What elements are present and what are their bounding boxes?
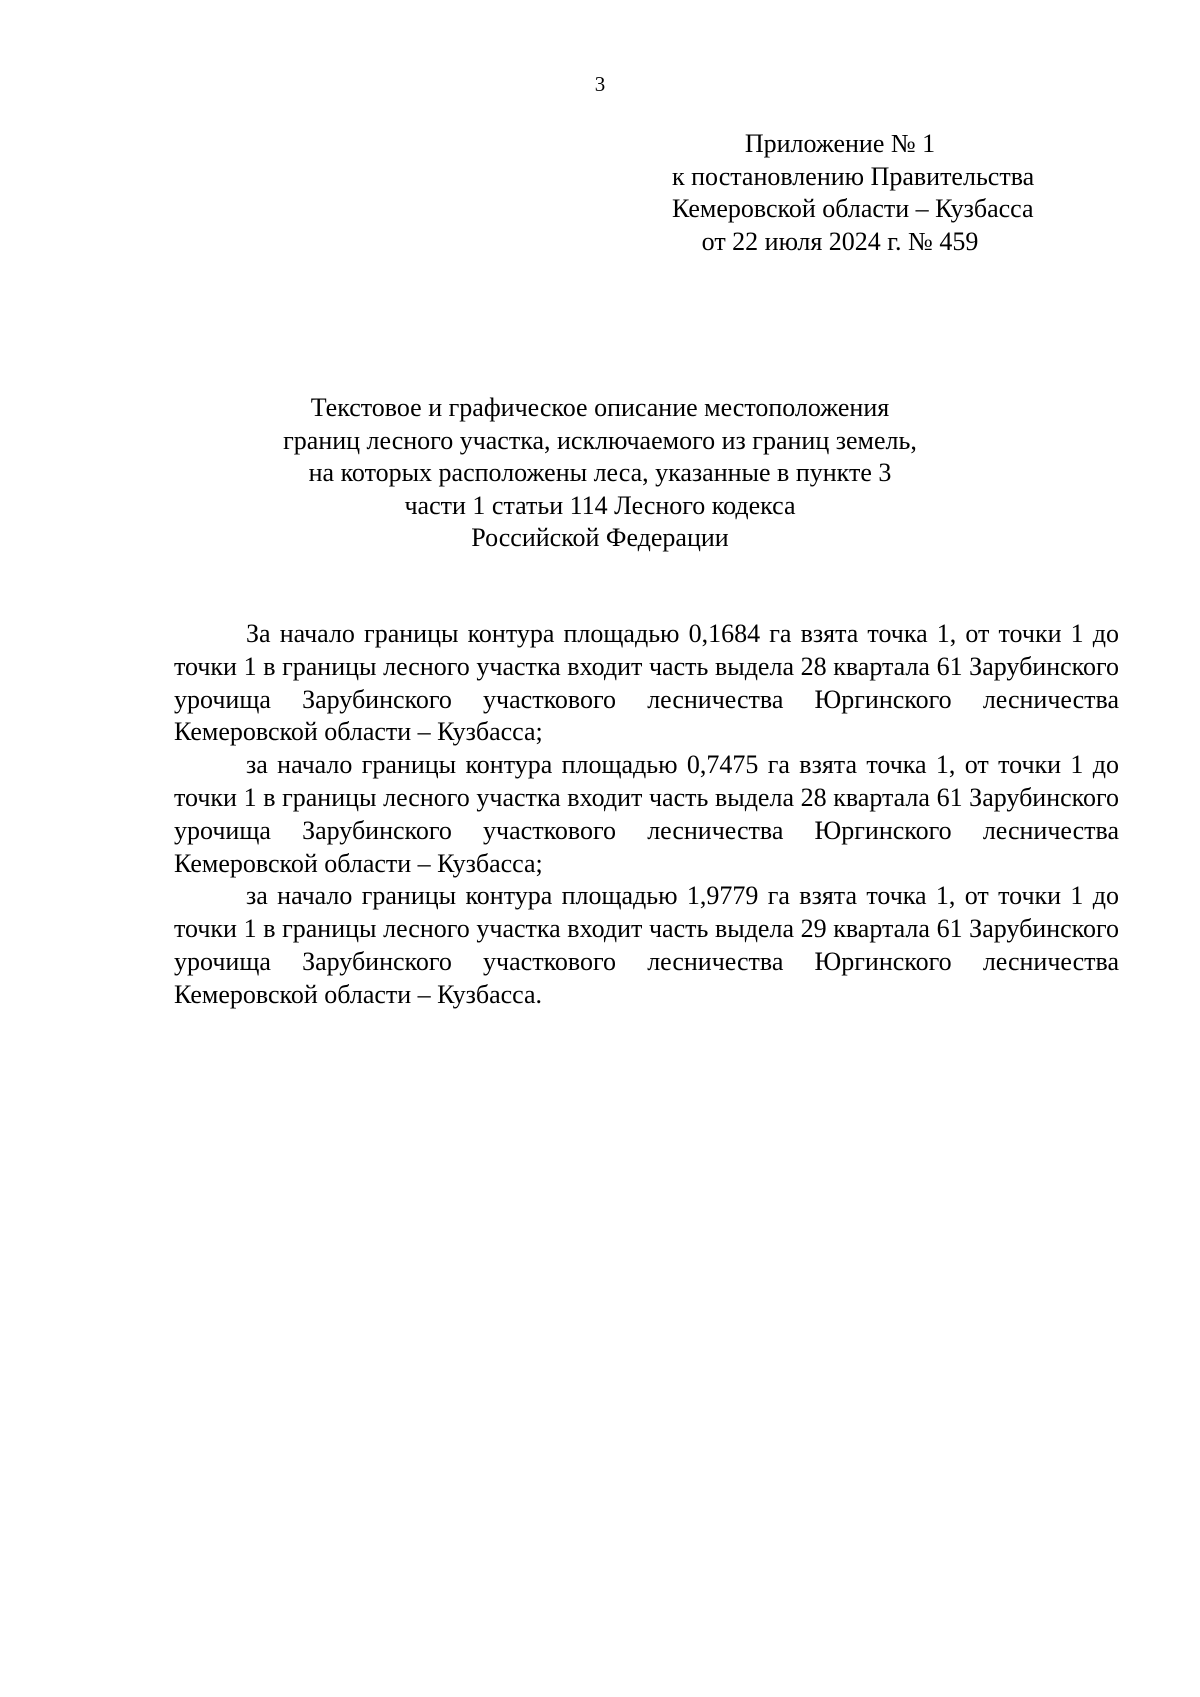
title-line: Текстовое и графическое описание местоположения <box>310 393 890 422</box>
appendix-line: от 22 июля 2024 г. № 459 <box>701 226 979 256</box>
body-paragraph: за начало границы контура площадью 1,9779 га взята точка 1, от точки 1 до точки 1 в границы лесного участка входит часть выдела 29 квартала 61 Зарубинского урочища Зарубинского участкового лесничества Юргинского лесничества Кемеровской области – Кузбасса. <box>174 881 1119 1009</box>
title-line: части 1 статьи 114 Лесного кодекса <box>404 490 796 520</box>
document-title <box>200 392 1000 555</box>
appendix-line: к постановлению Правительства <box>672 161 1035 191</box>
appendix-line: Кемеровской области – Кузбасса <box>672 194 1034 223</box>
page-number: 3 <box>594 72 606 96</box>
body-paragraph: За начало границы контура площадью 0,1684 га взята точка 1, от точки 1 до точки 1 в границы лесного участка входит часть выдела 28 квартала 61 Зарубинского урочища Зарубинского участкового лесничества Юргинского лесничества Кемеровской области – Кузбасса; <box>174 619 1119 747</box>
title-line: границ лесного участка, исключаемого из границ земель, <box>283 425 917 455</box>
body-paragraph: за начало границы контура площадью 0,7475 га взята точка 1, от точки 1 до точки 1 в границы лесного участка входит часть выдела 28 квартала 61 Зарубинского урочища Зарубинского участкового лесничества Юргинского лесничества Кемеровской области – Кузбасса; <box>174 750 1119 878</box>
title-line: Российской Федерации <box>471 523 729 552</box>
title-line: на которых расположены леса, указанные в пункте 3 <box>308 458 892 487</box>
appendix-line: Приложение № 1 <box>744 129 936 158</box>
appendix-header <box>672 128 1035 258</box>
document-body <box>174 618 1119 1012</box>
